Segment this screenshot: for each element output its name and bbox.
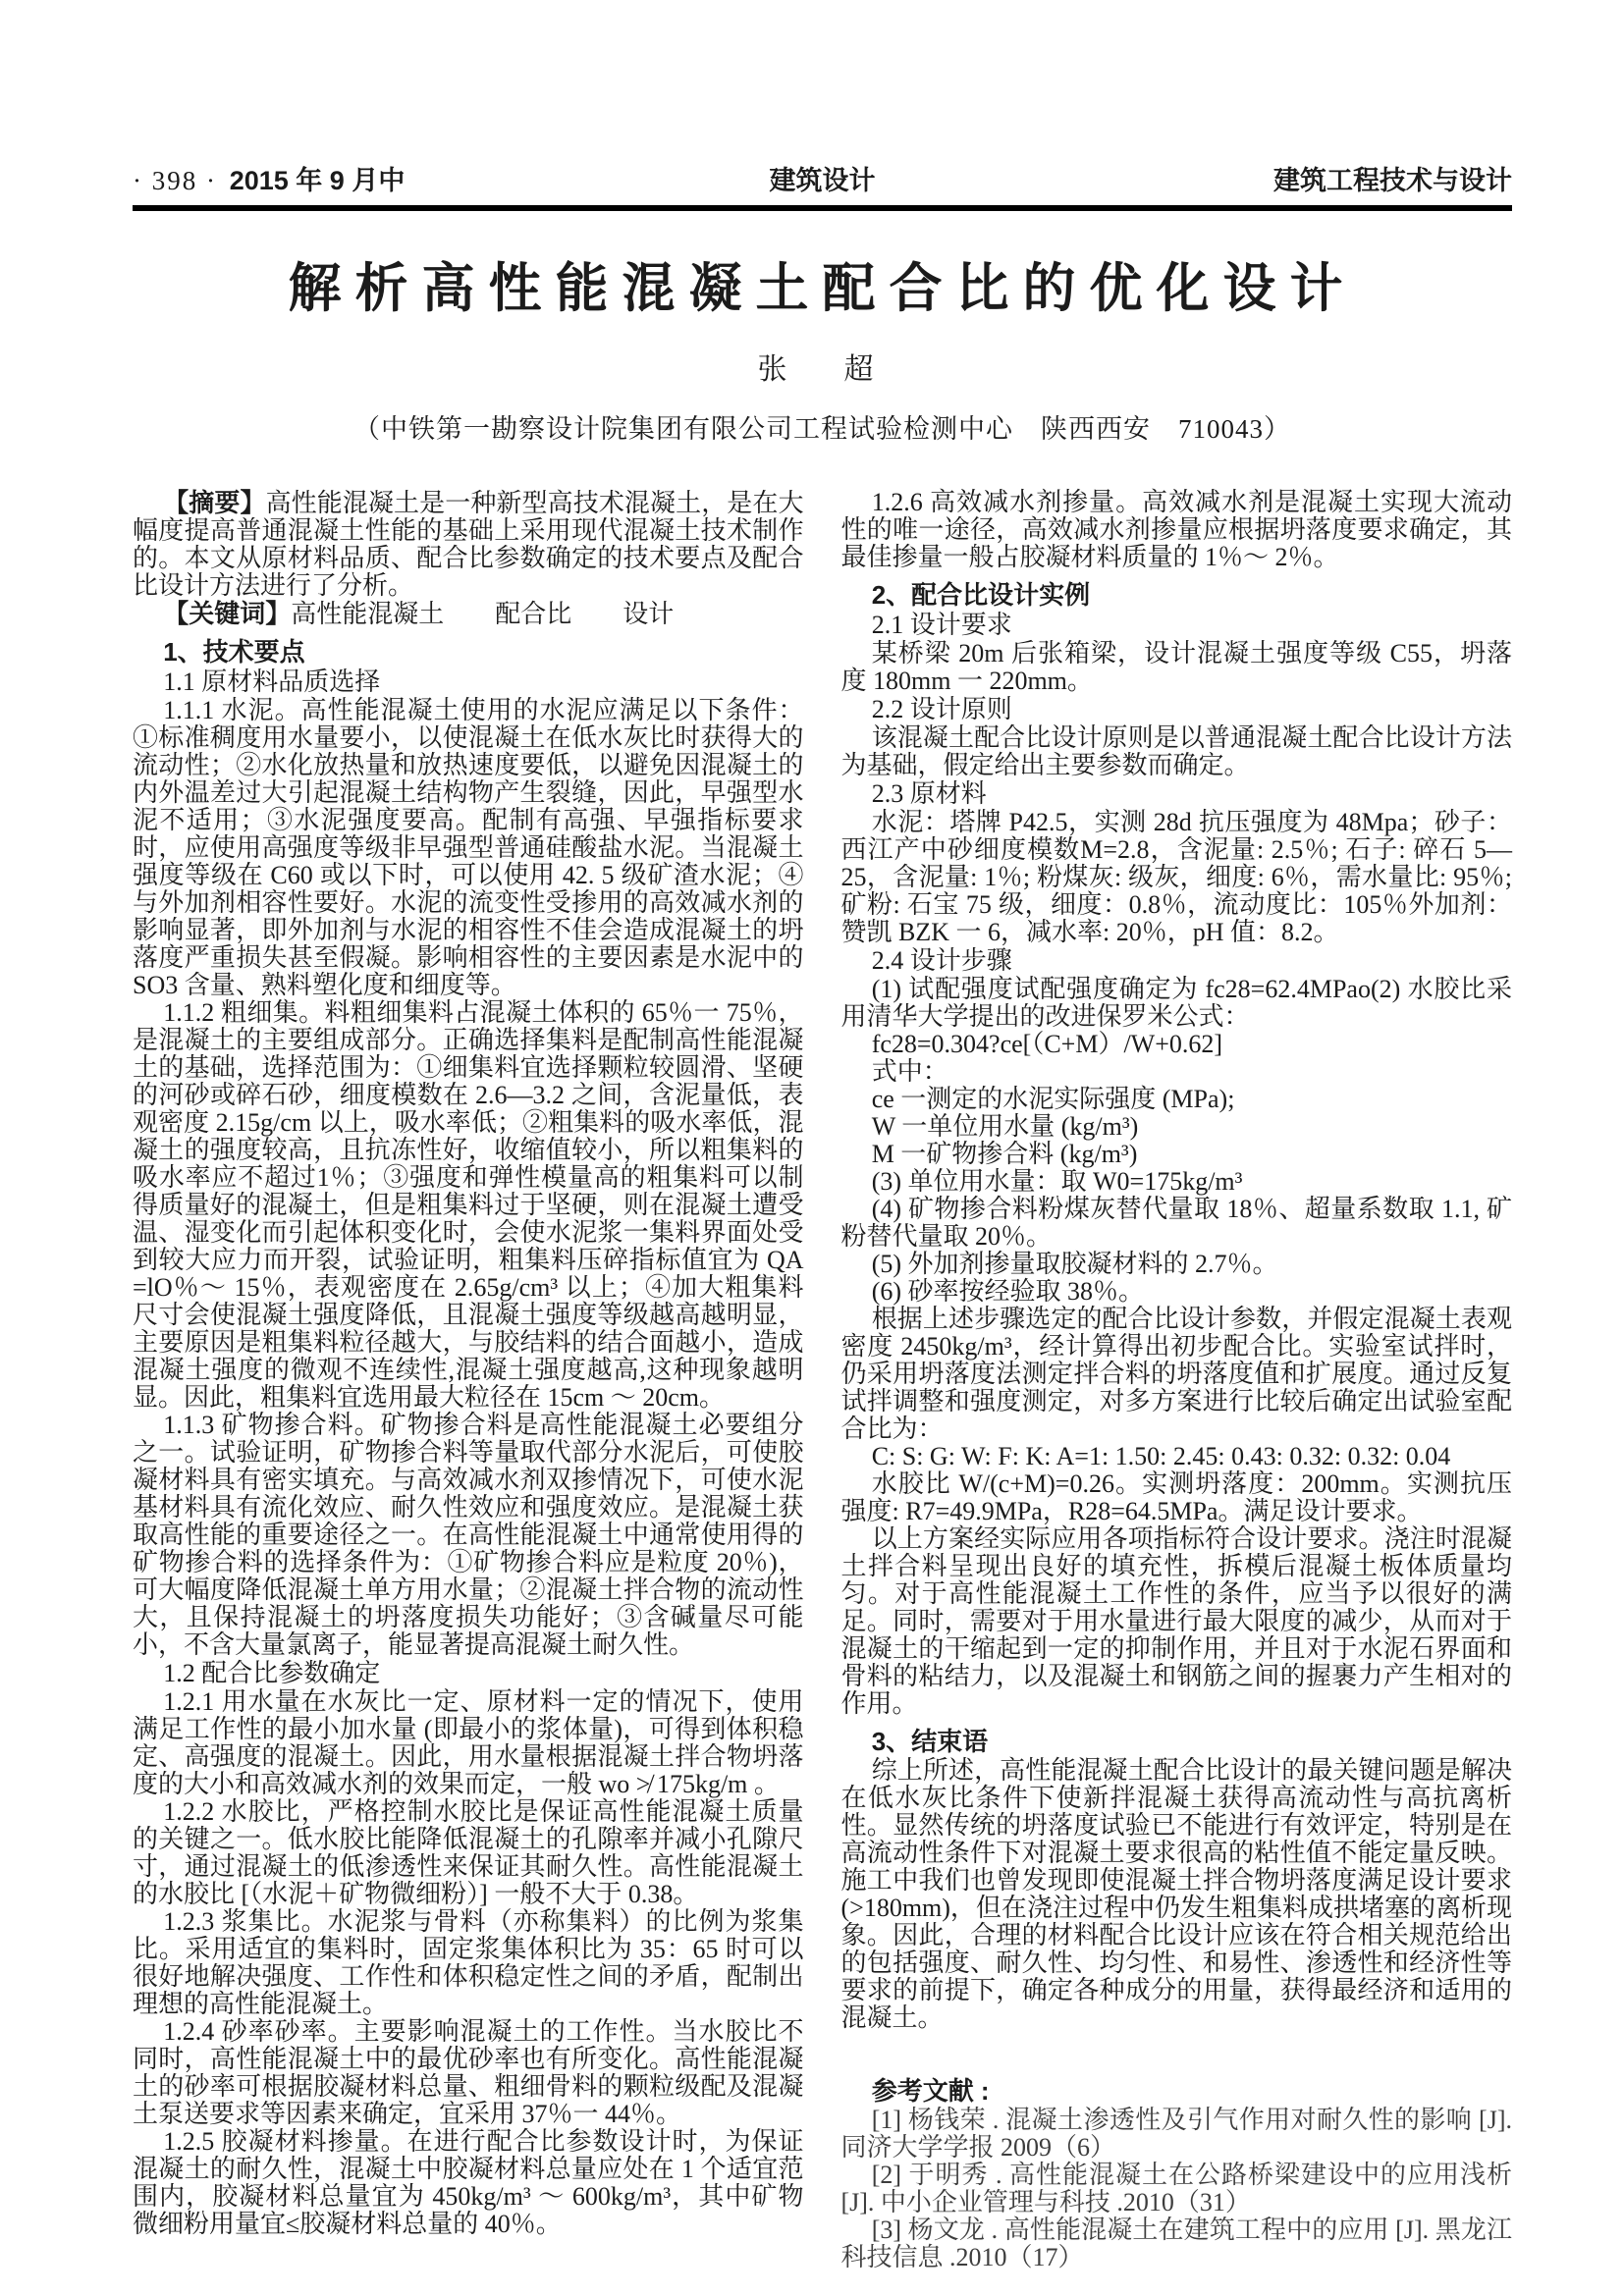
paragraph: (4) 矿物掺合料粉煤灰替代量取 18％、超量系数取 1.1, 矿粉替代量取 20％。 [840, 1195, 1512, 1251]
paragraph: 根据上述步骤选定的配合比设计参数，并假定混凝土表观密度 2450kg/m³，经计算得出初步配合比。实验室试拌时，仍采用坍落度法测定拌合料的坍落度值和扩展度。通过反复试拌调整和强度测定，对多方案进行比较后确定出试验室配合比为： [840, 1305, 1512, 1443]
paragraph: 水泥：塔牌 P42.5，实测 28d 抗压强度为 48Mpa；砂子：西江产中砂细度模数M=2.8，含泥量: 2.5％; 石子: 碎石 5—25，含泥量: 1％; 粉煤灰: 级灰，细度: 6％，需水量比: 95％; 矿粉: 石宝 75 级，细度：0.8％，流动度比：105％外加剂：赞凯 BZK 一 6，减水率: 20％，pH 值：8.2。 [840, 808, 1512, 946]
paragraph: 1.2.1 用水量在水灰比一定、原材料一定的情况下，使用满足工作性的最小加水量 (即最小的浆体量)，可得到体积稳定、高强度的混凝土。因此，用水量根据混凝土拌合物坍落度的大小和高效减水剂的效果而定，一般 wo ≯ 175kg/m 。 [133, 1687, 804, 1798]
paragraph: 水胶比 W/(c+M)=0.26。实测坍落度：200mm。实测抗压强度: R7=49.9MPa，R28=64.5MPa。满足设计要求。 [840, 1469, 1512, 1525]
formula-line: W 一单位用水量 (kg/m³) [871, 1112, 1139, 1141]
abstract-paragraph: 【关键词】高性能混凝土 配合比 设计 [163, 599, 675, 628]
paragraph: 1.1.1 水泥。高性能混凝土使用的水泥应满足以下条件：①标准稠度用水量要小，以使混凝土在低水灰比时获得大的流动性；②水化放热量和放热速度要低，以避免因混凝土的内外温差过大引起混凝土结构物产生裂缝，因此，早强型水泥不适用；③水泥强度要高。配制有高强、早强指标要求时，应使用高强度等级非早强型普通硅酸盐水泥。当混凝土强度等级在 C60 或以下时，可以使用 42. 5 级矿渣水泥；④与外加剂相容性要好。水泥的流变性受掺用的高效减水剂的影响显著，即外加剂与水泥的相容性不佳会造成混凝土的坍落度严重损失甚至假凝。影响相容性的主要因素是水泥中的 SO3 含量、熟料塑化度和细度等。 [133, 696, 804, 999]
formula-line: fc28=0.304?ce[（C+M）/W+0.62] [871, 1030, 1223, 1058]
subsection-heading: 2.4 设计步骤 [871, 946, 1012, 975]
subsection-heading: 2.2 设计原则 [871, 695, 1012, 723]
abstract-paragraph: 【摘要】高性能混凝土是一种新型高技术混凝土，是在大幅度提高普通混凝土性能的基础上采用现代混凝土技术制作的。本文从原材料品质、配合比参数确定的技术要点及配合比设计方法进行了分析。 [133, 488, 804, 600]
right-column [841, 489, 1513, 2271]
header-rule [133, 205, 1512, 211]
paragraph: 某桥梁 20m 后张箱梁，设计混凝土强度等级 C55，坍落度 180mm 一 220mm。 [840, 639, 1512, 695]
section-heading: 1、技术要点 [163, 637, 305, 667]
paragraph: 1.2.5 胶凝材料掺量。在进行配合比参数设计时，为保证混凝土的耐久性，混凝土中胶凝材料总量应处在 1 个适宜范围内，胶凝材料总量宜为 450kg/m³ ～ 600kg/m³，其中矿物微细粉用量宜≤胶凝材料总量的 40％。 [133, 2127, 804, 2238]
paragraph: 1.2.4 砂率砂率。主要影响混凝土的工作性。当水胶比不同时，高性能混凝土中的最优砂率也有所变化。高性能混凝土的砂率可根据胶凝材料总量、粗细骨料的颗粒级配及混凝土泵送要求等因素来确定，宜采用 37％一 44％。 [133, 2017, 804, 2128]
subsection-heading: 2.3 原材料 [871, 779, 987, 808]
paragraph: 1.1.2 粗细集。料粗细集料占混凝土体积的 65％一 75％，是混凝土的主要组成部分。正确选择集料是配制高性能混凝土的基础，选择范围为：①细集料宜选择颗粒较圆滑、坚硬的河砂或碎石砂，细度模数在 2.6—3.2 之间，含泥量低，表观密度 2.15g/cm 以上，吸水率低；②粗集料的吸水率低，混凝土的强度较高，且抗冻性好，收缩值较小，所以粗集料的吸水率应不超过1％；③强度和弹性模量高的粗集料可以制得质量好的混凝土，但是粗集料过于坚硬，则在混凝土遭受温、湿变化而引起体积变化时，会使水泥浆一集料界面处受到较大应力而开裂，试验证明，粗集料压碎指标值宜为 QA =lO％～ 15％，表观密度在 2.65g/cm³ 以上；④加大粗集料尺寸会使混凝土强度降低，且混凝土强度等级越高越明显，主要原因是粗集料粒径越大，与胶结料的结合面越小，造成混凝土强度的微观不连续性,混凝土强度越高,这种现象越明显。因此，粗集料宜选用最大粒径在 15cm ～ 20cm。 [133, 998, 804, 1412]
reference-item: [1] 杨钱荣 . 混凝土渗透性及引气作用对耐久性的影响 [J]. 同济大学学报 2009（6） [840, 2106, 1512, 2162]
paragraph: 该混凝土配合比设计原则是以普通混凝土配合比设计方法为基础，假定给出主要参数而确定。 [840, 723, 1512, 779]
reference-item: [2] 于明秀 . 高性能混凝土在公路桥梁建设中的应用浅析 [J]. 中小企业管理与科技 .2010（31） [840, 2161, 1512, 2216]
author-affiliation: （中铁第一勘察设计院集团有限公司工程试验检测中心 陕西西安 710043） [353, 414, 1291, 444]
formula-line: 式中： [871, 1057, 948, 1086]
paragraph: (1) 试配强度试配强度确定为 fc28=62.4MPao(2) 水胶比采用清华大学提出的改进保罗米公式： [840, 975, 1512, 1031]
paragraph: 以上方案经实际应用各项指标符合设计要求。浇注时混凝土拌合料呈现出良好的填充性，拆模后混凝土板体质量均匀。对于高性能混凝土工作性的条件，应当予以很好的满足。同时，需要对于用水量进行最大限度的减少，从而对于混凝土的干缩起到一定的抑制作用，并且对于水泥石界面和骨料的粘结力，以及混凝土和钢筋之间的握裹力产生相对的作用。 [840, 1524, 1512, 1718]
subsection-heading: 1.2 配合比参数确定 [163, 1659, 381, 1687]
issue-date: 2015 年 9 月中 [229, 166, 406, 195]
references-heading: 参考文献 : [871, 2076, 990, 2106]
field-label: 【关键词】 [163, 599, 292, 628]
section-heading: 2、配合比设计实例 [871, 580, 1091, 610]
paragraph: 综上所述，高性能混凝土配合比设计的最关键问题是解决在低水灰比条件下使新拌混凝土获得高流动性与高抗离析性。显然传统的坍落度试验已不能进行有效评定，特别是在高流动性条件下对混凝土要求很高的粘性值不能定量反映。施工中我们也曾发现即使混凝土拌合物坍落度满足设计要求 (>180mm)，但在浇注过程中仍发生粗集料成拱堵塞的离析现象。因此，合理的材料配合比设计应该在符合相关规范给出的包括强度、耐久性、均匀性、和易性、渗透性和经济性等要求的前提下，确定各种成分的用量，获得最经济和适用的混凝土。 [840, 1756, 1512, 2032]
journal-section-name: 建筑设计 [769, 166, 876, 195]
paragraph: 1.1.3 矿物掺合料。矿物掺合料是高性能混凝土必要组分之一。试验证明，矿物掺合料等量取代部分水泥后，可使胶凝材料具有密实填充。与高效减水剂双掺情况下，可使水泥基材料具有流化效应、耐久性效应和强度效应。是混凝土获取高性能的重要途径之一。在高性能混凝土中通常使用得的矿物掺合料的选择条件为：①矿物掺合料应是粒度 20％)，可大幅度降低混凝土单方用水量；②混凝土拌合物的流动性大，且保持混凝土的坍落度损失功能好；③含碱量尽可能小，不含大量氯离子，能显著提高混凝土耐久性。 [133, 1411, 804, 1659]
body-columns [133, 489, 1512, 2271]
formula-line: (6) 砂率按经验取 38％。 [871, 1277, 1145, 1306]
author-name: 张 超 [757, 353, 888, 386]
subsection-heading: 2.1 设计要求 [871, 611, 1012, 639]
header-left [133, 165, 770, 196]
left-column [133, 489, 804, 2271]
formula-line: (5) 外加剂掺量取胶凝材料的 2.7％。 [871, 1250, 1278, 1278]
journal-name: 建筑工程技术与设计 [1273, 166, 1512, 195]
formula-line: M 一矿物掺合料 (kg/m³) [871, 1140, 1138, 1168]
section-heading: 3、结束语 [871, 1727, 989, 1756]
reference-item: [3] 杨文龙 . 高性能混凝土在建筑工程中的应用 [J]. 黑龙江科技信息 .2010（17） [840, 2216, 1512, 2271]
field-label: 【摘要】 [163, 488, 266, 517]
subsection-heading: 1.1 原材料品质选择 [163, 667, 381, 696]
formula-line: C: S: G: W: F: K: A=1: 1.50: 2.45: 0.43: 0.32: 0.32: 0.04 [871, 1442, 1451, 1470]
paragraph: 1.2.2 水胶比，严格控制水胶比是保证高性能混凝土质量的关键之一。低水胶比能降低混凝土的孔隙率并减小孔隙尺寸，通过混凝土的低渗透性来保证其耐久性。高性能混凝土的水胶比 [（水泥＋矿物微细粉）] 一般不大于 0.38。 [133, 1797, 804, 1908]
page-number: · 398 · [133, 166, 217, 195]
running-header [133, 165, 1512, 196]
paragraph: 1.2.6 高效减水剂掺量。高效减水剂是混凝土实现大流动性的唯一途径，高效减水剂掺量应根据坍落度要求确定，其最佳掺量一般占胶凝材料质量的 1％～ 2％。 [840, 488, 1512, 571]
paragraph: 1.2.3 浆集比。水泥浆与骨料（亦称集料）的比例为浆集比。采用适宜的集料时，固定浆集体积比为 35：65 时可以很好地解决强度、工作性和体积稳定性之间的矛盾，配制出理想的高性能混凝土。 [133, 1907, 804, 2018]
formula-line: ce 一测定的水泥实际强度 (MPa); [871, 1085, 1235, 1113]
article-title: 解析高性能混凝土配合比的优化设计 [288, 259, 1357, 318]
formula-line: (3) 单位用水量：取 W0=175kg/m³ [871, 1167, 1243, 1196]
